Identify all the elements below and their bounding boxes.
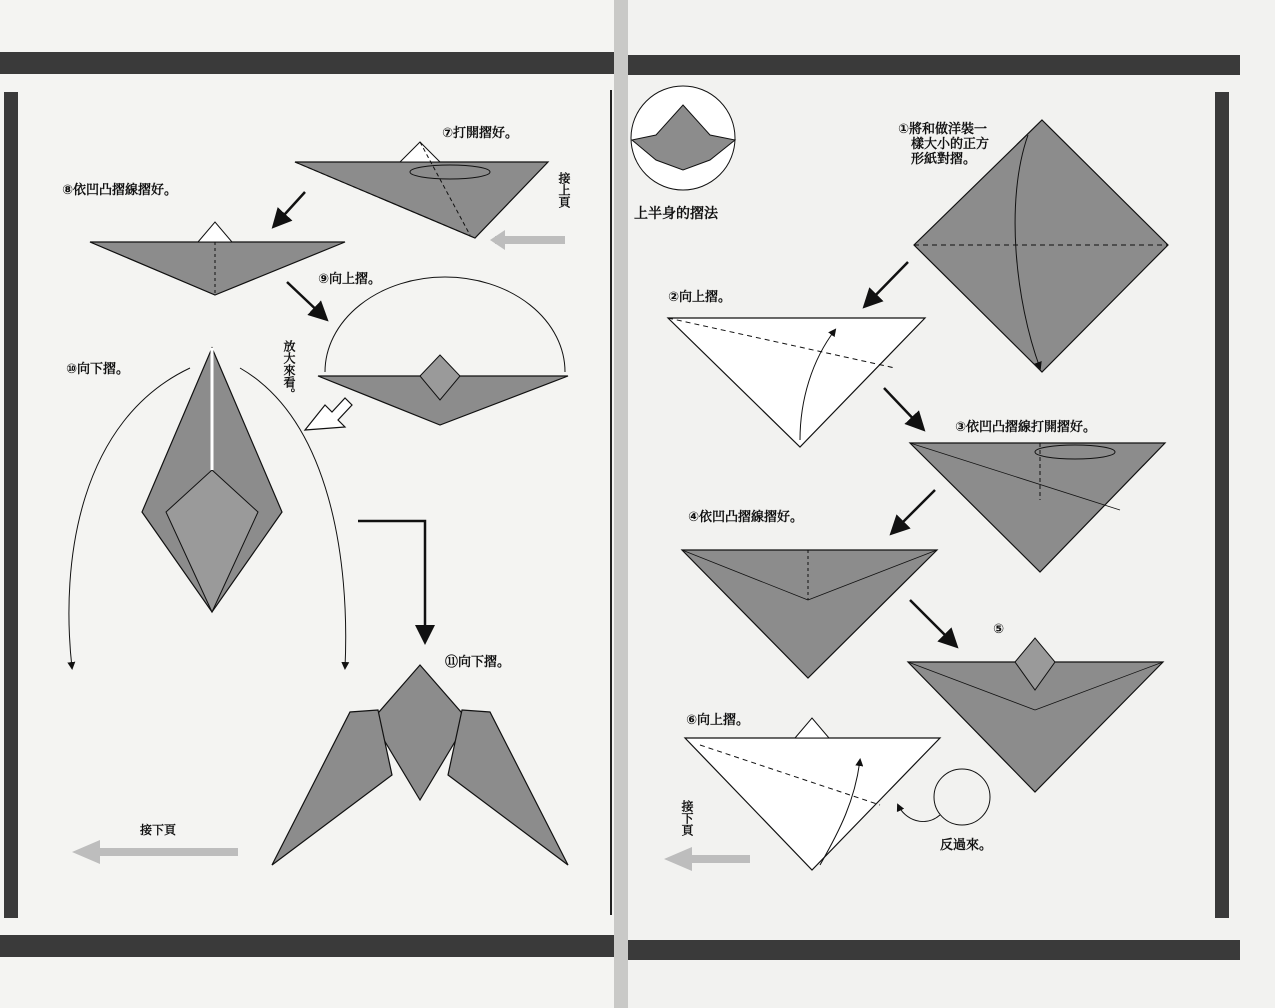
step6-label: ⑥向上摺。 — [686, 713, 750, 728]
flip-note: 反過來。 — [940, 838, 993, 853]
continued-next-left: 接下頁 — [140, 823, 177, 837]
book-gutter — [614, 0, 628, 1008]
step7-label: ⑦打開摺好。 — [442, 126, 519, 141]
arrow-from-prev — [495, 236, 565, 244]
figure-icon — [631, 86, 735, 190]
top-band-right — [628, 55, 1240, 75]
continued-next-right: 接下頁 — [680, 800, 694, 836]
step9-label: ⑨向上摺。 — [318, 272, 382, 287]
section-title: 上半身的摺法 — [634, 206, 718, 222]
step1-line3: 形紙對摺。 — [911, 152, 977, 167]
step1-line2: 樣大小的正方 — [911, 137, 990, 152]
continued-from-label: 接上頁 — [557, 172, 571, 208]
arrow-next-right — [690, 855, 750, 863]
step5-label: ⑤ — [993, 622, 1005, 637]
left-edge-bar — [4, 92, 18, 918]
arrow-next-left — [95, 848, 238, 856]
top-band-left — [0, 52, 614, 74]
step8-label: ⑧依凹凸摺線摺好。 — [62, 183, 178, 198]
step1-label — [898, 122, 989, 167]
step2-label: ②向上摺。 — [668, 290, 732, 305]
step4-label: ④依凹凸摺線摺好。 — [688, 510, 804, 525]
step3-label: ③依凹凸摺線打開摺好。 — [955, 420, 1097, 435]
right-edge-bar — [1215, 92, 1229, 918]
step1-line1: ①將和做洋裝一 — [898, 122, 988, 137]
step11-label: ⑪向下摺。 — [445, 655, 511, 670]
bottom-band-left — [0, 935, 614, 957]
bottom-band-right — [628, 940, 1240, 960]
zoom-note: 放大來看。 — [282, 340, 296, 400]
step10-label: ⑩向下摺。 — [66, 362, 130, 377]
